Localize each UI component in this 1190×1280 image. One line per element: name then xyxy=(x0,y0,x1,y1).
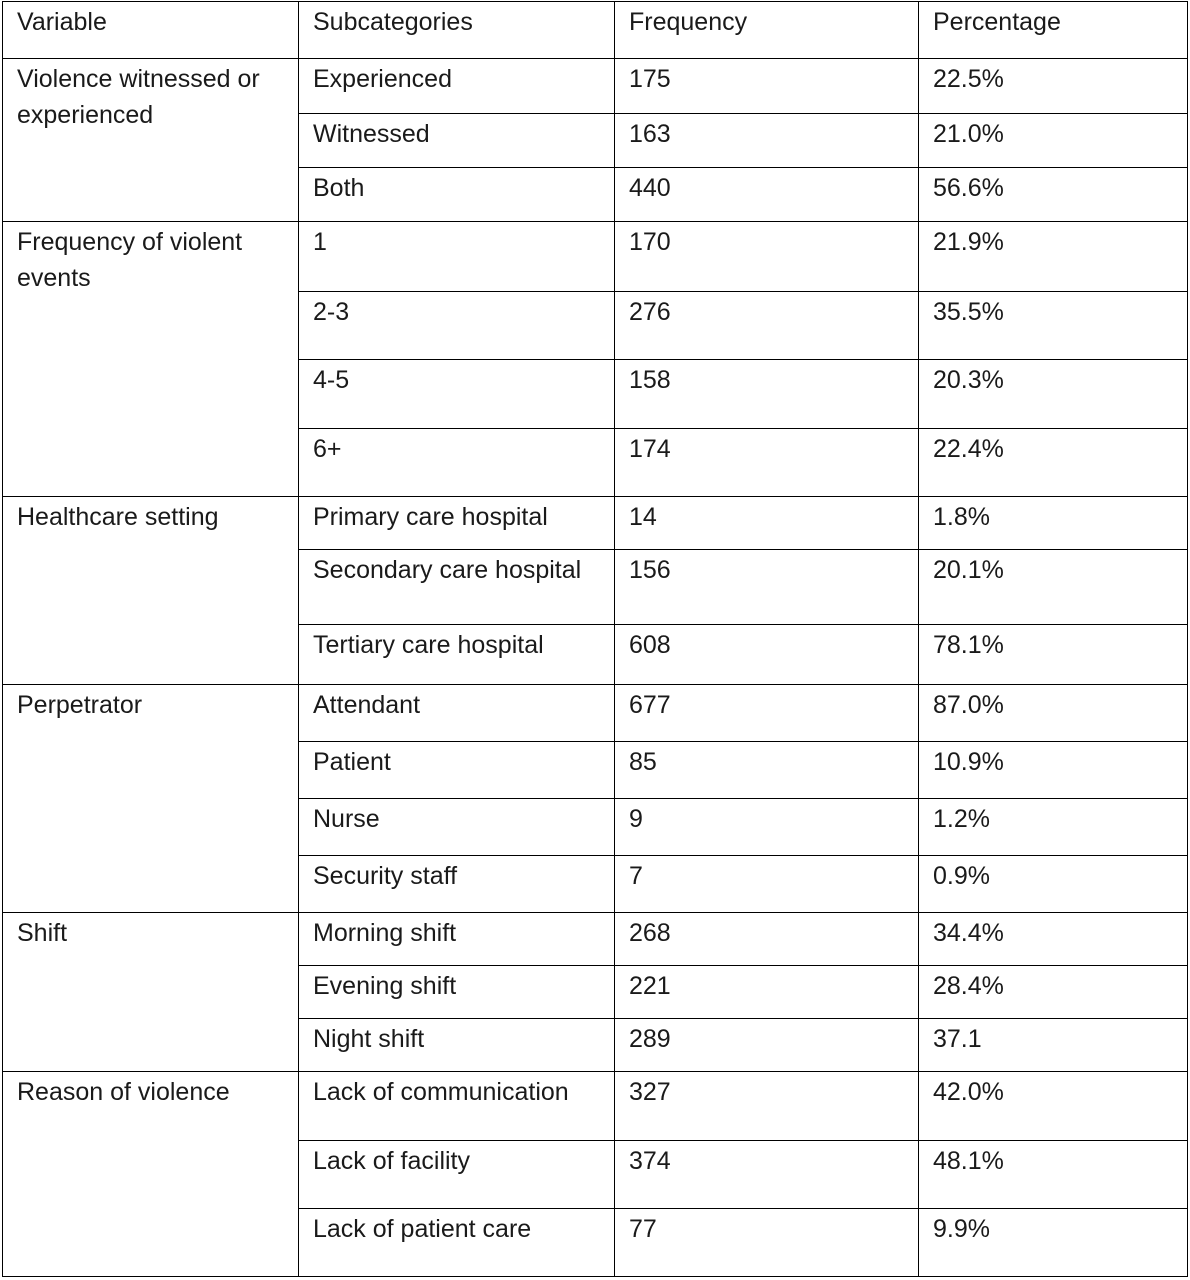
frequency-cell: 170 xyxy=(615,222,919,292)
variable-cell-perpetrator: Perpetrator xyxy=(3,685,299,913)
percentage-cell: 0.9% xyxy=(919,856,1188,913)
subcategory-cell: Primary care hospital xyxy=(299,497,615,550)
table-row xyxy=(3,59,1188,114)
percentage-cell: 56.6% xyxy=(919,168,1188,222)
subcategory-cell: 6+ xyxy=(299,429,615,497)
subcategory-cell: Secondary care hospital xyxy=(299,550,615,625)
subcategory-cell: Lack of facility xyxy=(299,1141,615,1209)
subcategory-cell: Nurse xyxy=(299,799,615,856)
frequency-cell: 9 xyxy=(615,799,919,856)
table-row xyxy=(3,497,1188,550)
frequency-cell: 374 xyxy=(615,1141,919,1209)
subcategory-cell: Evening shift xyxy=(299,966,615,1019)
frequency-cell: 289 xyxy=(615,1019,919,1072)
percentage-cell: 28.4% xyxy=(919,966,1188,1019)
table-row xyxy=(3,913,1188,966)
percentage-cell: 34.4% xyxy=(919,913,1188,966)
frequency-cell: 175 xyxy=(615,59,919,114)
percentage-cell: 20.3% xyxy=(919,360,1188,429)
subcategory-cell: Experienced xyxy=(299,59,615,114)
variable-cell-healthcare: Healthcare setting xyxy=(3,497,299,685)
header-row xyxy=(3,2,1188,59)
subcategory-cell: Attendant xyxy=(299,685,615,742)
variable-cell-violence: Violence witnessed or experienced xyxy=(3,59,299,222)
header-percentage: Percentage xyxy=(919,2,1188,59)
frequency-cell: 268 xyxy=(615,913,919,966)
table-row xyxy=(3,1072,1188,1141)
frequency-cell: 608 xyxy=(615,625,919,685)
percentage-cell: 22.4% xyxy=(919,429,1188,497)
subcategory-cell: 4-5 xyxy=(299,360,615,429)
subcategory-cell: Patient xyxy=(299,742,615,799)
table-row xyxy=(3,222,1188,292)
percentage-cell: 10.9% xyxy=(919,742,1188,799)
percentage-cell: 9.9% xyxy=(919,1209,1188,1277)
frequency-cell: 85 xyxy=(615,742,919,799)
subcategory-cell: Morning shift xyxy=(299,913,615,966)
percentage-cell: 21.0% xyxy=(919,114,1188,168)
data-table xyxy=(2,1,1188,1277)
percentage-cell: 35.5% xyxy=(919,292,1188,360)
subcategory-cell: Both xyxy=(299,168,615,222)
percentage-cell: 20.1% xyxy=(919,550,1188,625)
percentage-cell: 21.9% xyxy=(919,222,1188,292)
subcategory-cell: Lack of communication xyxy=(299,1072,615,1141)
frequency-cell: 156 xyxy=(615,550,919,625)
variable-cell-reason: Reason of violence xyxy=(3,1072,299,1277)
frequency-cell: 221 xyxy=(615,966,919,1019)
percentage-cell: 48.1% xyxy=(919,1141,1188,1209)
subcategory-cell: Tertiary care hospital xyxy=(299,625,615,685)
variable-cell-frequency: Frequency of violent events xyxy=(3,222,299,497)
percentage-cell: 87.0% xyxy=(919,685,1188,742)
frequency-cell: 14 xyxy=(615,497,919,550)
frequency-cell: 677 xyxy=(615,685,919,742)
frequency-cell: 77 xyxy=(615,1209,919,1277)
frequency-cell: 163 xyxy=(615,114,919,168)
subcategory-cell: 1 xyxy=(299,222,615,292)
percentage-cell: 1.2% xyxy=(919,799,1188,856)
subcategory-cell: 2-3 xyxy=(299,292,615,360)
percentage-cell: 1.8% xyxy=(919,497,1188,550)
percentage-cell: 42.0% xyxy=(919,1072,1188,1141)
frequency-cell: 440 xyxy=(615,168,919,222)
table-row xyxy=(3,685,1188,742)
frequency-cell: 327 xyxy=(615,1072,919,1141)
subcategory-cell: Witnessed xyxy=(299,114,615,168)
subcategory-cell: Lack of patient care xyxy=(299,1209,615,1277)
subcategory-cell: Night shift xyxy=(299,1019,615,1072)
frequency-cell: 276 xyxy=(615,292,919,360)
header-frequency: Frequency xyxy=(615,2,919,59)
frequency-cell: 7 xyxy=(615,856,919,913)
subcategory-cell: Security staff xyxy=(299,856,615,913)
frequency-cell: 174 xyxy=(615,429,919,497)
header-subcategories: Subcategories xyxy=(299,2,615,59)
frequency-cell: 158 xyxy=(615,360,919,429)
percentage-cell: 78.1% xyxy=(919,625,1188,685)
percentage-cell: 37.1 xyxy=(919,1019,1188,1072)
variable-cell-shift: Shift xyxy=(3,913,299,1072)
header-variable: Variable xyxy=(3,2,299,59)
percentage-cell: 22.5% xyxy=(919,59,1188,114)
